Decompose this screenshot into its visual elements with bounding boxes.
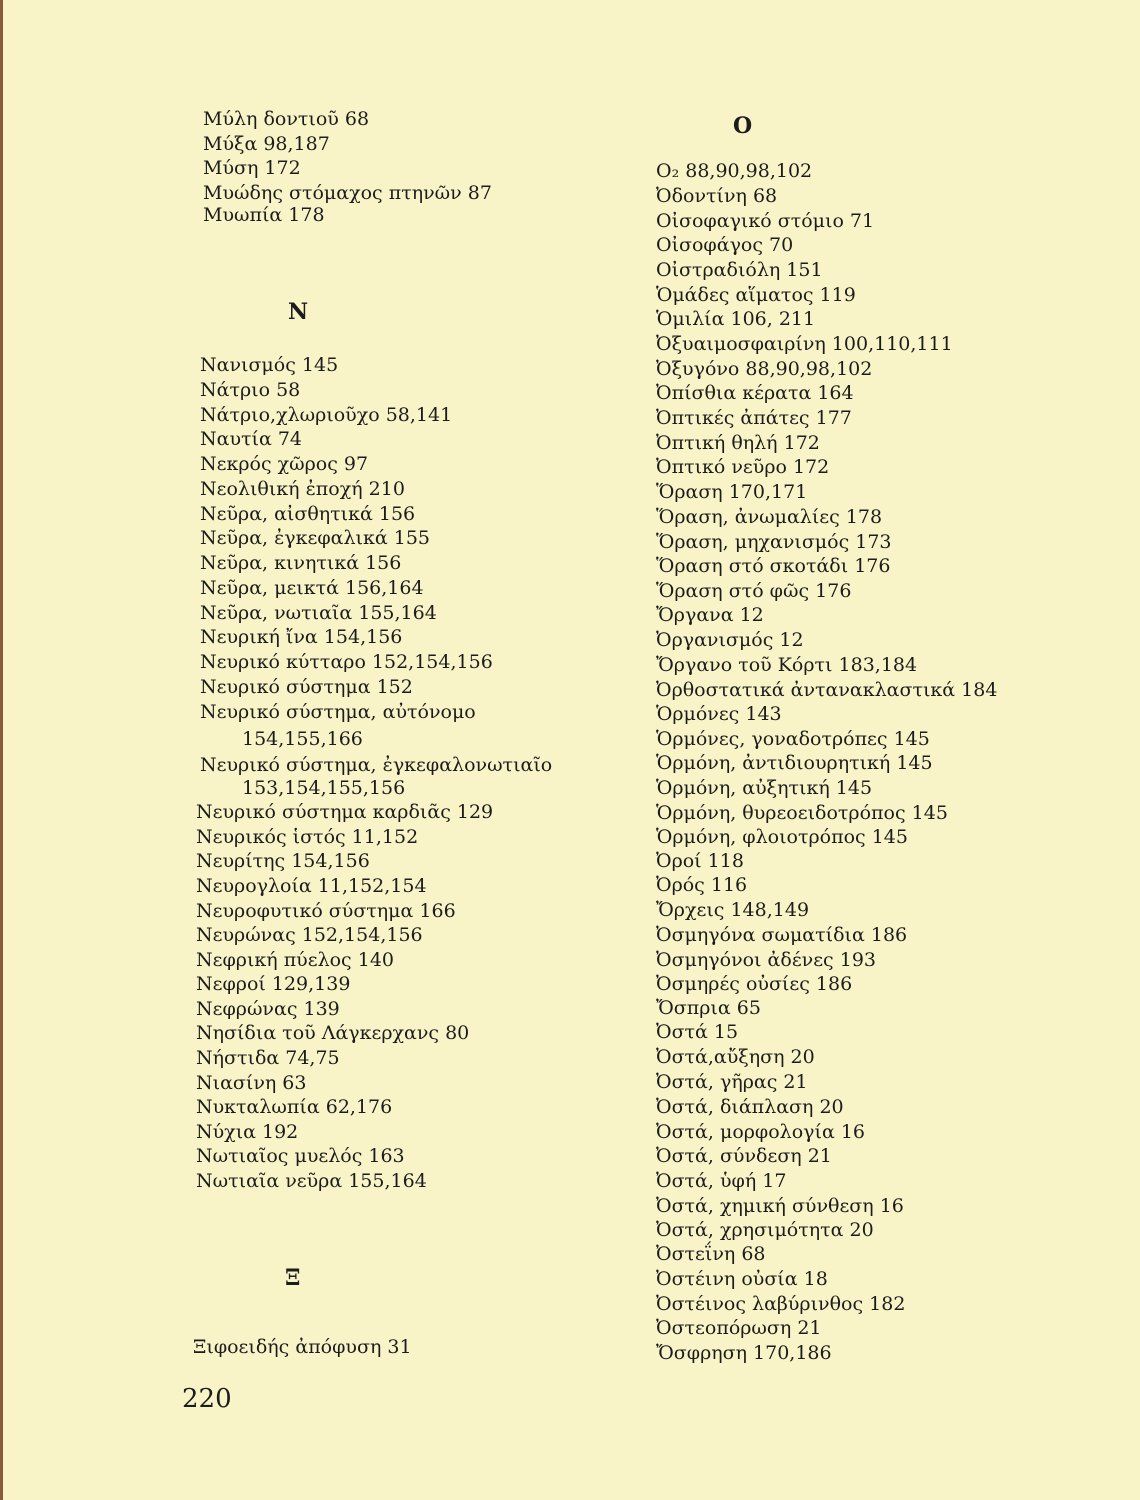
index-entry: Νευρικό σύστημα 152 [200,676,413,698]
index-entry: Μύξα 98,187 [203,133,330,155]
index-entry: Ὀστεΐνη 68 [656,1243,766,1265]
section-letter-n: N [288,299,309,325]
index-entry: Νευροφυτικό σύστημα 166 [196,900,456,922]
index-entry: Νωτιαῖος μυελός 163 [196,1145,405,1167]
index-entry: Νευρικό σύστημα, ἐγκεφαλονωτιαῖο [200,754,553,776]
index-entry: Νωτιαῖα νεῦρα 155,164 [196,1170,427,1192]
index-entry: Νύχια 192 [196,1121,299,1143]
index-entry: Ὀρός 116 [656,874,748,896]
index-entry: Νάτριο,χλωριοῦχο 58,141 [200,404,453,426]
index-entry: Ὁρμόνη, θυρεοειδοτρόπος 145 [656,802,948,824]
index-entry: Ὀρθοστατικά ἀντανακλαστικά 184 [656,679,998,701]
section-letter-o: O [733,113,753,139]
index-entry: Ὁρμόνη, ἀντιδιουρητική 145 [656,752,933,774]
index-entry: Ὀσμηρές οὐσίες 186 [656,973,853,995]
index-entry: Ὀστά, μορφολογία 16 [656,1121,865,1143]
index-entry: Ὀστά, ὑφή 17 [656,1170,787,1192]
index-entry: Νευρικό σύστημα καρδιᾶς 129 [196,801,494,823]
index-entry: Ὅραση στό σκοτάδι 176 [656,555,891,577]
index-entry: Μυωπία 178 [203,204,325,226]
index-entry: Ὄσπρια 65 [656,997,761,1019]
index-entry: Ὁρμόνες 143 [656,703,782,725]
index-entry-continuation: 154,155,166 [242,728,363,750]
index-entry: Νεῦρα, ἐγκεφαλικά 155 [200,527,431,549]
index-entry: Νιασίνη 63 [196,1072,307,1094]
index-entry: Μύση 172 [203,157,301,179]
index-entry: Ὀξυγόνο 88,90,98,102 [656,358,873,380]
index-entry: Νησίδια τοῦ Λάγκερχανς 80 [196,1022,470,1044]
index-entry: Νευρίτης 154,156 [196,850,370,872]
index-entry: Ὄρχεις 148,149 [656,899,810,921]
index-entry: Ὀσμηγόνοι ἀδένες 193 [656,949,877,971]
page-number: 220 [182,1384,232,1414]
index-entry: Νεῦρα, αἰσθητικά 156 [200,503,416,525]
index-entry: Νεφρώνας 139 [196,998,340,1020]
index-entry: Νεφρική πύελος 140 [196,949,394,971]
index-entry: Ὀστά 15 [656,1021,739,1043]
index-entry: Ὁμιλία 106, 211 [656,308,816,330]
index-entry: Οἰσοφαγικό στόμιο 71 [656,210,875,232]
index-entry: Ὁρμόνες, γοναδοτρόπες 145 [656,728,930,750]
index-entry: Νεολιθική ἐποχή 210 [200,478,405,500]
index-entry: Ὅραση 170,171 [656,481,808,503]
index-entry: Ὀπτική θηλή 172 [656,432,820,454]
index-entry: Ξιφοειδής ἀπόφυση 31 [193,1336,412,1358]
index-entry: Νευρικός ἱστός 11,152 [196,826,419,848]
index-entry: Ὀροί 118 [656,850,744,872]
index-entry: Μυώδης στόμαχος πτηνῶν 87 [203,182,492,204]
index-entry: Οἰσοφάγος 70 [656,234,794,256]
index-entry: Ὄργανα 12 [656,604,764,626]
index-entry: Νευρική ἴνα 154,156 [200,626,403,648]
index-entry: Νάτριο 58 [200,379,301,401]
index-entry: Μύλη δοντιοῦ 68 [203,108,370,130]
index-entry-continuation: 153,154,155,156 [242,777,406,799]
index-entry: Οἰστραδιόλη 151 [656,259,823,281]
index-entry: Ὀστά, γῆρας 21 [656,1071,808,1093]
index-entry: Ὅραση, ἀνωμαλίες 178 [656,506,883,528]
index-entry: Ὄργανο τοῦ Κόρτι 183,184 [656,654,918,676]
index-entry: Νεῦρα, νωτιαῖα 155,164 [200,602,437,624]
index-entry: Ὅραση, μηχανισμός 173 [656,531,892,553]
index-entry: Ὀπτικό νεῦρο 172 [656,456,830,478]
index-entry: Ὁμάδες αἵματος 119 [656,284,856,306]
index-entry: Νεῦρα, κινητικά 156 [200,552,402,574]
index-entry: Ὁρμόνη, αὐξητική 145 [656,777,873,799]
index-entry: Ὀξυαιμοσφαιρίνη 100,110,111 [656,333,953,355]
index-entry: Ὀσμηγόνα σωματίδια 186 [656,924,908,946]
index-entry: Ὀστά, σύνδεση 21 [656,1145,832,1167]
index-entry: Νευρικό σύστημα, αὐτόνομο [200,701,476,723]
index-entry: Ὀστέινος λαβύρινθος 182 [656,1293,906,1315]
index-entry: Νεῦρα, μεικτά 156,164 [200,577,424,599]
index-entry: Ὀπτικές ἀπάτες 177 [656,407,852,429]
index-entry: Ὀστά, χημική σύνθεση 16 [656,1195,904,1217]
index-entry: Ὁρμόνη, φλοιοτρόπος 145 [656,826,908,848]
index-entry: Νυκταλωπία 62,176 [196,1096,393,1118]
index-entry: Ὀστέινη οὐσία 18 [656,1268,828,1290]
index-entry: Νεφροί 129,139 [196,973,351,995]
section-letter-xi: Ξ [285,1265,301,1291]
index-entry: Ὀργανισμός 12 [656,629,804,651]
index-entry: O₂ 88,90,98,102 [656,160,813,182]
index-entry: Νανισμός 145 [200,354,339,376]
index-entry: Ὄσφρηση 170,186 [656,1342,832,1364]
index-entry: Νήστιδα 74,75 [196,1047,340,1069]
index-entry: Ὀστά, χρησιμότητα 20 [656,1219,874,1241]
index-entry: Ὀστεοπόρωση 21 [656,1317,822,1339]
index-entry: Ὀστά, διάπλαση 20 [656,1096,844,1118]
index-entry: Ὀστά,αὔξηση 20 [656,1046,815,1068]
index-entry: Νευρώνας 152,154,156 [196,924,423,946]
index-entry: Ὀπίσθια κέρατα 164 [656,382,854,404]
index-entry: Ὅραση στό φῶς 176 [656,580,852,602]
left-column [0,0,560,1500]
index-entry: Νευρικό κύτταρο 152,154,156 [200,651,493,673]
right-column [560,0,1140,1500]
index-entry: Ναυτία 74 [200,428,303,450]
index-entry: Ὀδοντίνη 68 [656,185,778,207]
index-entry: Νεκρός χῶρος 97 [200,453,369,475]
index-entry: Νευρογλοία 11,152,154 [196,875,427,897]
